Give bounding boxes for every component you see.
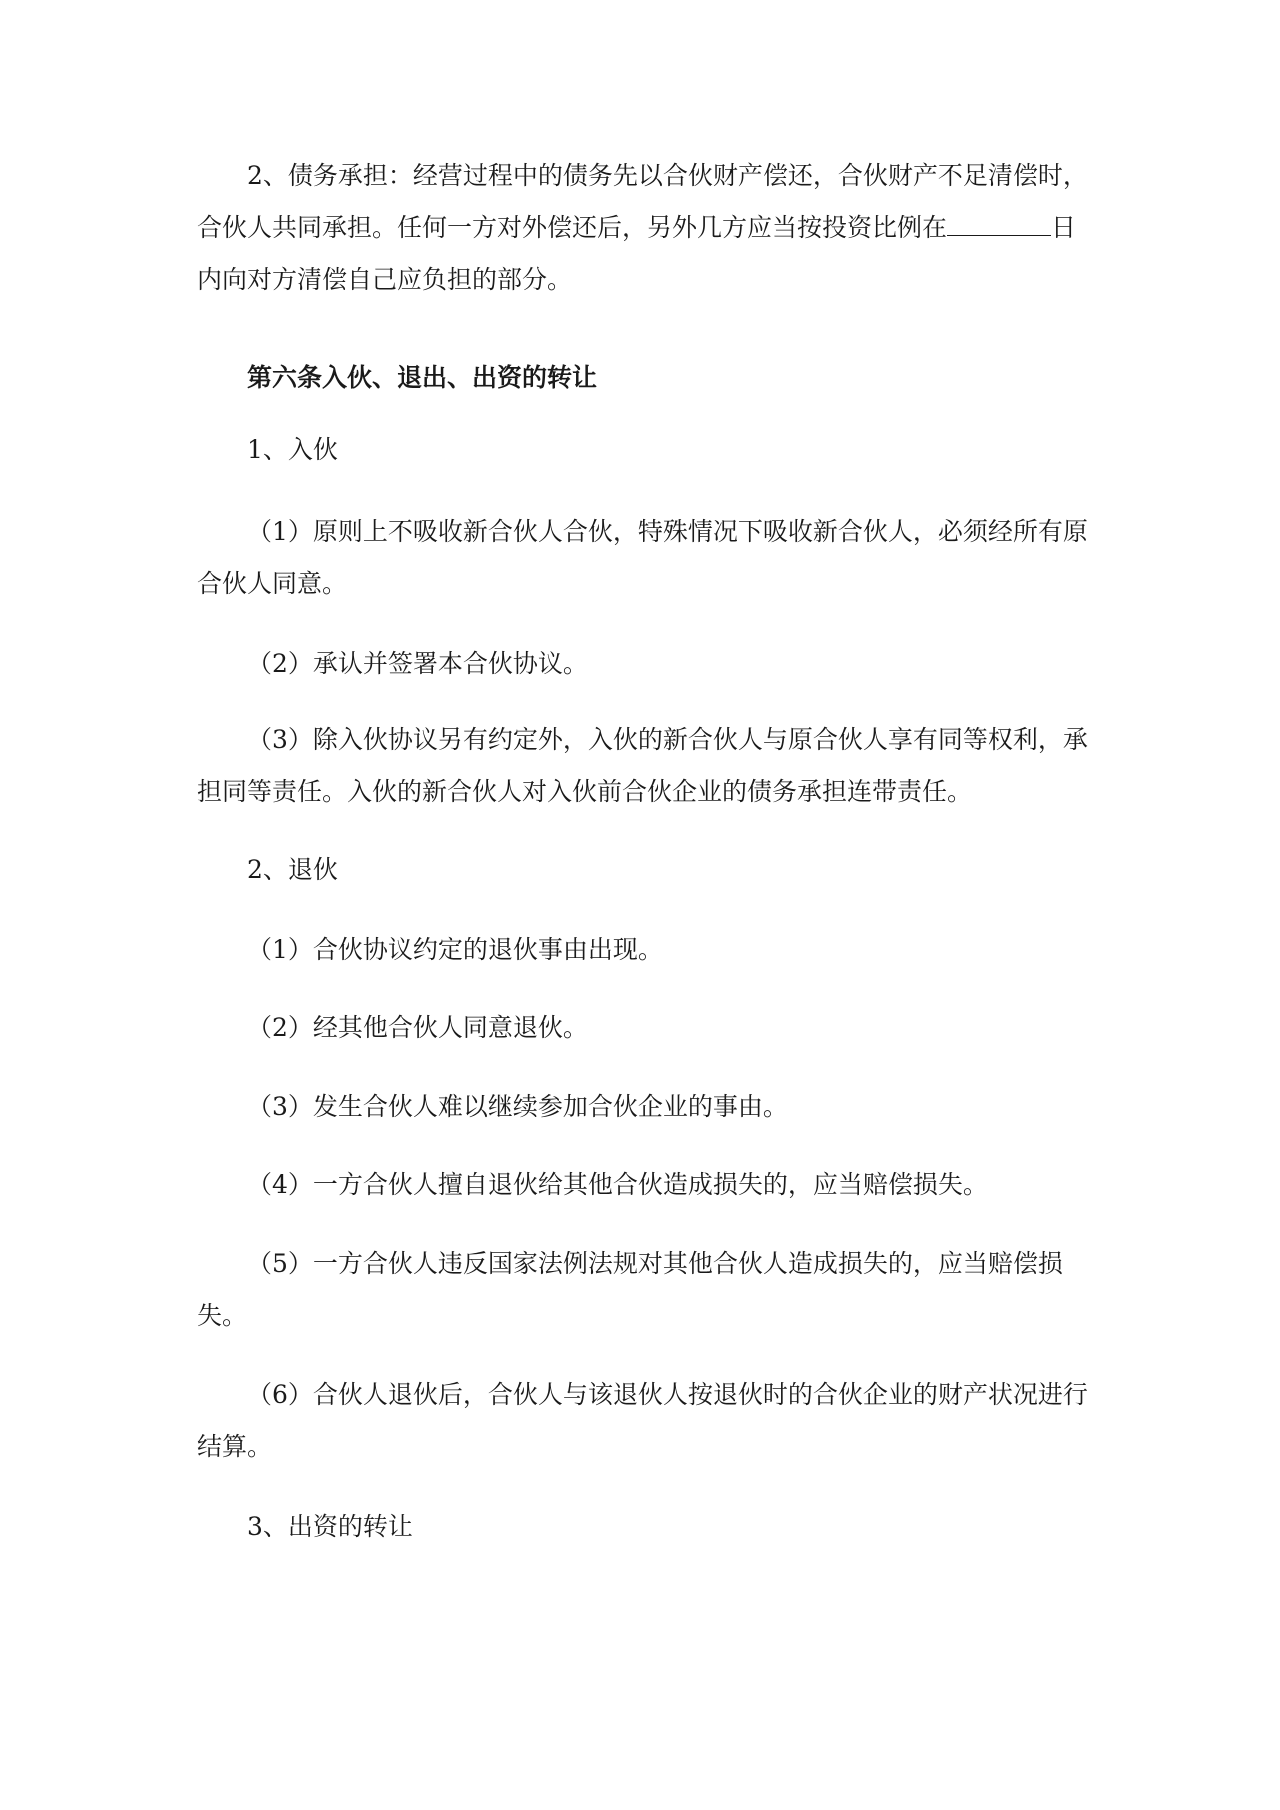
join-item-3: （3）除入伙协议另有约定外，入伙的新合伙人与原合伙人享有同等权利，承担同等责任。入伙的新合伙人对入伙前合伙企业的债务承担连带责任。 xyxy=(197,725,1088,806)
clause-debt-text-end: 日内向对方清偿自己应负担的部分。 xyxy=(197,213,1077,294)
days-blank xyxy=(947,205,1051,236)
withdraw-item-2: （2）经其他合伙人同意退伙。 xyxy=(247,1013,588,1042)
withdraw-item-4: （4）一方合伙人擅自退伙给其他合伙造成损失的，应当赔偿损失。 xyxy=(247,1170,988,1199)
section-join-title: 1、入伙 xyxy=(247,435,338,464)
withdraw-item-5: （5）一方合伙人违反国家法例法规对其他合伙人造成损失的，应当赔偿损失。 xyxy=(197,1249,1063,1330)
section-transfer-title: 3、出资的转让 xyxy=(247,1512,413,1541)
withdraw-item-6: （6）合伙人退伙后，合伙人与该退伙人按退伙时的合伙企业的财产状况进行结算。 xyxy=(197,1380,1088,1461)
join-item-2: （2）承认并签署本合伙协议。 xyxy=(247,649,588,678)
join-item-1: （1）原则上不吸收新合伙人合伙，特殊情况下吸收新合伙人，必须经所有原合伙人同意。 xyxy=(197,517,1088,598)
article-6-heading: 第六条入伙、退出、出资的转让 xyxy=(247,363,598,392)
section-withdraw-title: 2、退伙 xyxy=(247,855,338,884)
clause-debt-text: 2、债务承担：经营过程中的债务先以合伙财产偿还，合伙财产不足清偿时，合伙人共同承担。任何一方对外偿还后，另外几方应当按投资比例在 xyxy=(197,161,1088,242)
clause-debt-bearing xyxy=(197,150,1097,306)
withdraw-item-3: （3）发生合伙人难以继续参加合伙企业的事由。 xyxy=(247,1092,788,1121)
withdraw-item-1: （1）合伙协议约定的退伙事由出现。 xyxy=(247,935,663,964)
